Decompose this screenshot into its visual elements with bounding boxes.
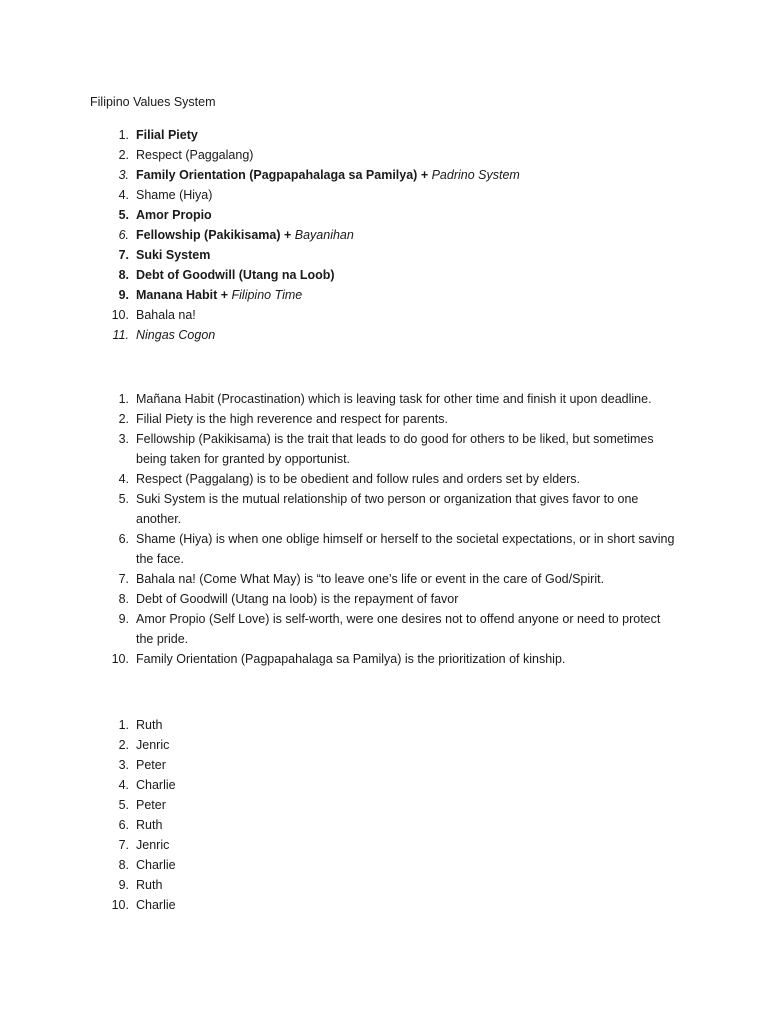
value-item	[0, 185, 768, 205]
list-number: 3.	[118, 758, 129, 772]
list-item-text: Charlie	[136, 858, 176, 872]
list-item-text: Family Orientation (Pagpapahalaga sa Pamilya) +	[136, 168, 432, 182]
list-item-text: Ruth	[136, 878, 163, 892]
list-number: 2.	[118, 738, 129, 752]
list-number: 11.	[112, 328, 129, 342]
list-item-text: Fellowship (Pakikisama) +	[136, 228, 295, 242]
list-item-text: Peter	[136, 798, 166, 812]
list-number: 4.	[118, 778, 129, 792]
list-item-text: Filial Piety	[136, 128, 198, 142]
list-item-text: Bahala na!	[136, 308, 196, 322]
list-item-text: Suki System	[136, 248, 211, 262]
list-item-text: Family Orientation (Pagpapahalaga sa Pamilya) is the prioritization of kinship.	[136, 652, 566, 666]
value-item	[0, 305, 768, 325]
list-item-text: Manana Habit +	[136, 288, 232, 302]
list-number: 6.	[118, 228, 129, 242]
list-number: 9.	[118, 288, 129, 302]
definitions-list	[0, 389, 768, 669]
value-item	[0, 325, 768, 345]
list-item-text: Peter	[136, 758, 166, 772]
name-item	[0, 895, 768, 915]
list-item-text: Debt of Goodwill (Utang na Loob)	[136, 268, 335, 282]
list-item-text: Ningas Cogon	[136, 328, 216, 342]
list-number: 3.	[118, 168, 129, 182]
list-item-text: Suki System is the mutual relationship of two person or organization that gives favor to one another.	[136, 492, 639, 526]
value-item	[0, 285, 768, 305]
definition-item	[0, 469, 768, 489]
list-item-text: Shame (Hiya)	[136, 188, 213, 202]
list-number: 8.	[118, 858, 129, 872]
definition-item	[0, 609, 768, 649]
value-item	[0, 225, 768, 245]
list-number: 6.	[118, 532, 129, 546]
definition-item	[0, 589, 768, 609]
value-item	[0, 125, 768, 145]
list-item-text: Charlie	[136, 898, 176, 912]
value-item	[0, 165, 768, 185]
definition-item	[0, 429, 768, 469]
list-number: 7.	[118, 248, 129, 262]
list-number: 6.	[118, 818, 129, 832]
list-number: 1.	[118, 392, 129, 406]
list-item-text: Mañana Habit (Procastination) which is leaving task for other time and finish it upon deadline.	[136, 392, 652, 406]
list-number: 7.	[118, 572, 129, 586]
list-item-text: Filipino Time	[231, 288, 303, 302]
name-item	[0, 715, 768, 735]
names-list	[0, 715, 768, 915]
list-number: 2.	[118, 412, 129, 426]
list-number: 9.	[118, 878, 129, 892]
name-item	[0, 835, 768, 855]
list-number: 4.	[118, 188, 129, 202]
list-number: 5.	[118, 492, 129, 506]
list-item-text: Bahala na! (Come What May) is “to leave one’s life or event in the care of God/Spirit.	[136, 572, 605, 586]
list-item-text: Fellowship (Pakikisama) is the trait that leads to do good for others to be liked, but sometimes being taken for granted by opportunist.	[136, 432, 654, 466]
list-item-text: Padrino System	[431, 168, 520, 182]
list-item-text: Ruth	[136, 718, 163, 732]
list-number: 8.	[118, 268, 129, 282]
list-number: 4.	[118, 472, 129, 486]
list-number: 5.	[118, 798, 129, 812]
list-item-text: Amor Propio	[136, 208, 212, 222]
document-title: Filipino Values System	[90, 95, 216, 109]
list-item-text: Bayanihan	[294, 228, 354, 242]
list-item-text: Filial Piety is the high reverence and respect for parents.	[136, 412, 448, 426]
list-item-text: Respect (Paggalang) is to be obedient and follow rules and orders set by elders.	[136, 472, 581, 486]
list-number: 3.	[118, 432, 129, 446]
definition-item	[0, 389, 768, 409]
name-item	[0, 855, 768, 875]
list-number: 5.	[118, 208, 129, 222]
name-item	[0, 795, 768, 815]
list-item-text: Debt of Goodwill (Utang na loob) is the repayment of favor	[136, 592, 459, 606]
value-item	[0, 205, 768, 225]
name-item	[0, 815, 768, 835]
list-item-text: Ruth	[136, 818, 163, 832]
value-item	[0, 245, 768, 265]
values-list	[0, 125, 768, 345]
list-number: 10.	[111, 652, 129, 666]
name-item	[0, 875, 768, 895]
list-number: 2.	[118, 148, 129, 162]
list-item-text: Shame (Hiya) is when one oblige himself or herself to the societal expectations, or in short saving the face.	[136, 532, 675, 566]
definition-item	[0, 409, 768, 429]
name-item	[0, 735, 768, 755]
name-item	[0, 775, 768, 795]
list-item-text: Jenric	[136, 738, 170, 752]
list-number: 9.	[118, 612, 129, 626]
list-item-text: Jenric	[136, 838, 170, 852]
list-number: 1.	[118, 718, 129, 732]
list-number: 8.	[118, 592, 129, 606]
definition-item	[0, 649, 768, 669]
list-item-text: Respect (Paggalang)	[136, 148, 254, 162]
list-number: 1.	[118, 128, 129, 142]
value-item	[0, 145, 768, 165]
definition-item	[0, 529, 768, 569]
list-item-text: Amor Propio (Self Love) is self-worth, were one desires not to offend anyone or need to protect the pride.	[136, 612, 661, 646]
list-number: 7.	[118, 838, 129, 852]
definition-item	[0, 489, 768, 529]
list-item-text: Charlie	[136, 778, 176, 792]
list-number: 10.	[111, 308, 129, 322]
value-item	[0, 265, 768, 285]
definition-item	[0, 569, 768, 589]
name-item	[0, 755, 768, 775]
list-number: 10.	[111, 898, 129, 912]
